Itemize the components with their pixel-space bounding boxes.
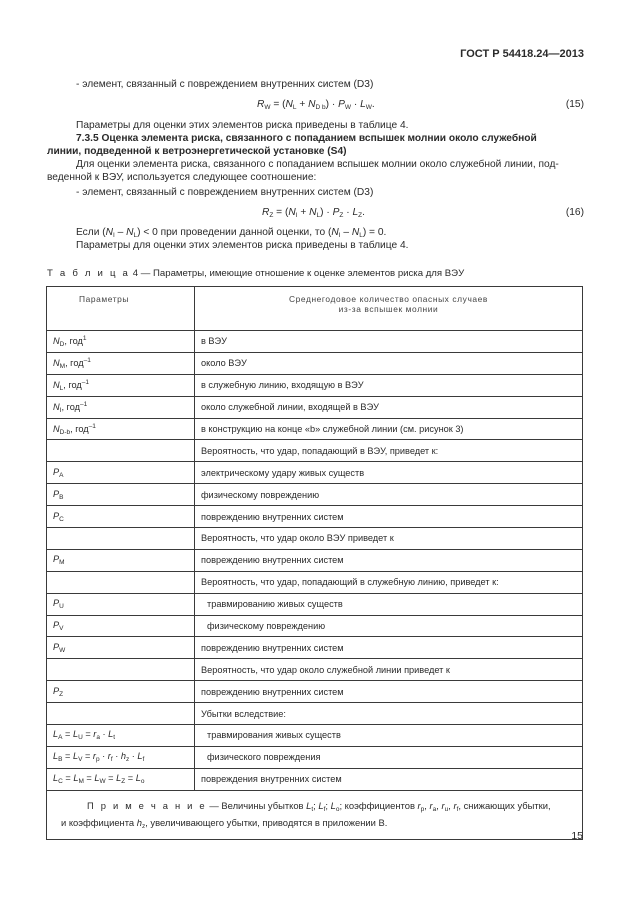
param-cell: $N_{D-b}$, год$^{-1}$ <box>47 418 195 440</box>
description-cell: в служебную линию, входящую в ВЭУ <box>195 374 583 396</box>
table-row <box>47 703 583 725</box>
table-row <box>47 549 583 571</box>
description-cell: повреждению внутренних систем <box>195 549 583 571</box>
param-cell: $L_A = L_U = r_a \cdot L_t$ <box>47 725 195 747</box>
param-cell: $P_B$ <box>47 484 195 506</box>
table-header-row <box>47 287 583 331</box>
formula-15: $R_W = (N_L + N_{D b}) \cdot P_W \cdot L_W$. <box>257 99 375 111</box>
table-row <box>47 484 583 506</box>
description-cell: электрическому удару живых существ <box>195 462 583 484</box>
description-cell: повреждению внутренних систем <box>195 681 583 703</box>
description-cell: Вероятность, что удар около ВЭУ приведет к <box>195 528 583 550</box>
param-cell <box>47 659 195 681</box>
param-cell: $P_W$ <box>47 637 195 659</box>
document-header: ГОСТ Р 54418.24—2013 <box>460 48 584 60</box>
table-row <box>47 331 583 353</box>
param-cell: $P_Z$ <box>47 681 195 703</box>
table-row <box>47 418 583 440</box>
table-row <box>47 593 583 615</box>
param-cell: $P_M$ <box>47 549 195 571</box>
body-line: Параметры для оценки этих элементов риска приведены в таблице 4. <box>76 240 409 251</box>
table-row <box>47 768 583 790</box>
param-cell: $L_C = L_M = L_W = L_Z = L_o$ <box>47 768 195 790</box>
description-cell: в конструкцию на конце «b» служебной линии (см. рисунок 3) <box>195 418 583 440</box>
description-cell: около ВЭУ <box>195 352 583 374</box>
parameters-table <box>46 286 583 840</box>
formula-number: (16) <box>565 207 584 218</box>
table-row <box>47 659 583 681</box>
table-row <box>47 374 583 396</box>
param-cell: $L_B = L_V = r_p \cdot r_f \cdot h_z \cdot L_f$ <box>47 746 195 768</box>
table-row <box>47 528 583 550</box>
table-row <box>47 615 583 637</box>
formula-16: $R_Z = (N_I + N_L) \cdot P_Z \cdot L_Z$. <box>262 207 365 219</box>
description-cell: Вероятность, что удар, попадающий в служебную линию, приведет к: <box>195 571 583 593</box>
table-row <box>47 462 583 484</box>
table-caption <box>47 268 464 279</box>
description-cell: Вероятность, что удар, попадающий в ВЭУ, приведет к: <box>195 440 583 462</box>
table-row <box>47 506 583 528</box>
body-paragraph-cont: веденной к ВЭУ, используется следующее соотношение: <box>47 172 317 183</box>
table-caption-text: 4 — Параметры, имеющие отношение к оценке элементов риска для ВЭУ <box>130 268 465 279</box>
page-number: 15 <box>571 830 583 842</box>
table-row <box>47 637 583 659</box>
table-row <box>47 571 583 593</box>
col-header-parameters: Параметры <box>47 287 195 331</box>
param-cell: $N_I$, год$^{-1}$ <box>47 396 195 418</box>
param-cell: $N_L$, год$^{-1}$ <box>47 374 195 396</box>
param-cell: $P_C$ <box>47 506 195 528</box>
description-cell: травмированию живых существ <box>195 593 583 615</box>
description-cell: Вероятность, что удар около служебной линии приведет к <box>195 659 583 681</box>
formula-number: (15) <box>565 99 584 110</box>
description-cell: Убытки вследствие: <box>195 703 583 725</box>
section-heading: 7.3.5 Оценка элемента риска, связанного с попаданием вспышек молнии около служебной <box>76 133 537 144</box>
table-caption-label: Т а б л и ц а <box>47 268 131 279</box>
section-heading-cont: линии, подведенной к ветроэнергетической установке (S4) <box>47 146 347 157</box>
description-cell: повреждения внутренних систем <box>195 768 583 790</box>
param-cell: $N_M$, год$^{-1}$ <box>47 352 195 374</box>
table-row <box>47 396 583 418</box>
body-line: Параметры для оценки этих элементов риска приведены в таблице 4. <box>76 120 409 131</box>
description-cell: физическому повреждению <box>195 484 583 506</box>
param-cell: $N_D$, год$^1$ <box>47 331 195 353</box>
table-note: П р и м е ч а н и е — Величины убытков $L_t$; $L_f$; $L_o$; коэффициентов $r_p$, $r_a$, $r_u$, $r_f$, снижающих убытки, и коэффициента $h_z$, увеличивающего убытки, приводятся в приложении В. <box>47 790 583 839</box>
description-cell: физического повреждения <box>195 746 583 768</box>
param-cell: $P_V$ <box>47 615 195 637</box>
param-cell: $P_U$ <box>47 593 195 615</box>
body-paragraph: Для оценки элемента риска, связанного с попаданием вспышек молнии около служебной линии, под- <box>76 159 559 170</box>
body-line: - элемент, связанный с повреждением внутренних систем (D3) <box>76 79 374 90</box>
description-cell: в ВЭУ <box>195 331 583 353</box>
table-row <box>47 681 583 703</box>
table-note-row <box>47 790 583 839</box>
table-row <box>47 352 583 374</box>
description-cell: повреждению внутренних систем <box>195 506 583 528</box>
description-cell: около служебной линии, входящей в ВЭУ <box>195 396 583 418</box>
table-row <box>47 746 583 768</box>
body-line: - элемент, связанный с повреждением внутренних систем (D3) <box>76 187 374 198</box>
col-header-description: Среднегодовое количество опасных случаев из-за вспышек молнии <box>195 287 583 331</box>
condition-line: Если $(N_I - N_L) < 0$ при проведении данной оценки, то $(N_I - N_L) = 0$. <box>76 227 387 239</box>
description-cell: травмирования живых существ <box>195 725 583 747</box>
description-cell: повреждению внутренних систем <box>195 637 583 659</box>
param-cell <box>47 703 195 725</box>
param-cell: $P_A$ <box>47 462 195 484</box>
param-cell <box>47 440 195 462</box>
table-row <box>47 440 583 462</box>
param-cell <box>47 571 195 593</box>
description-cell: физическому повреждению <box>195 615 583 637</box>
param-cell <box>47 528 195 550</box>
table-row <box>47 725 583 747</box>
